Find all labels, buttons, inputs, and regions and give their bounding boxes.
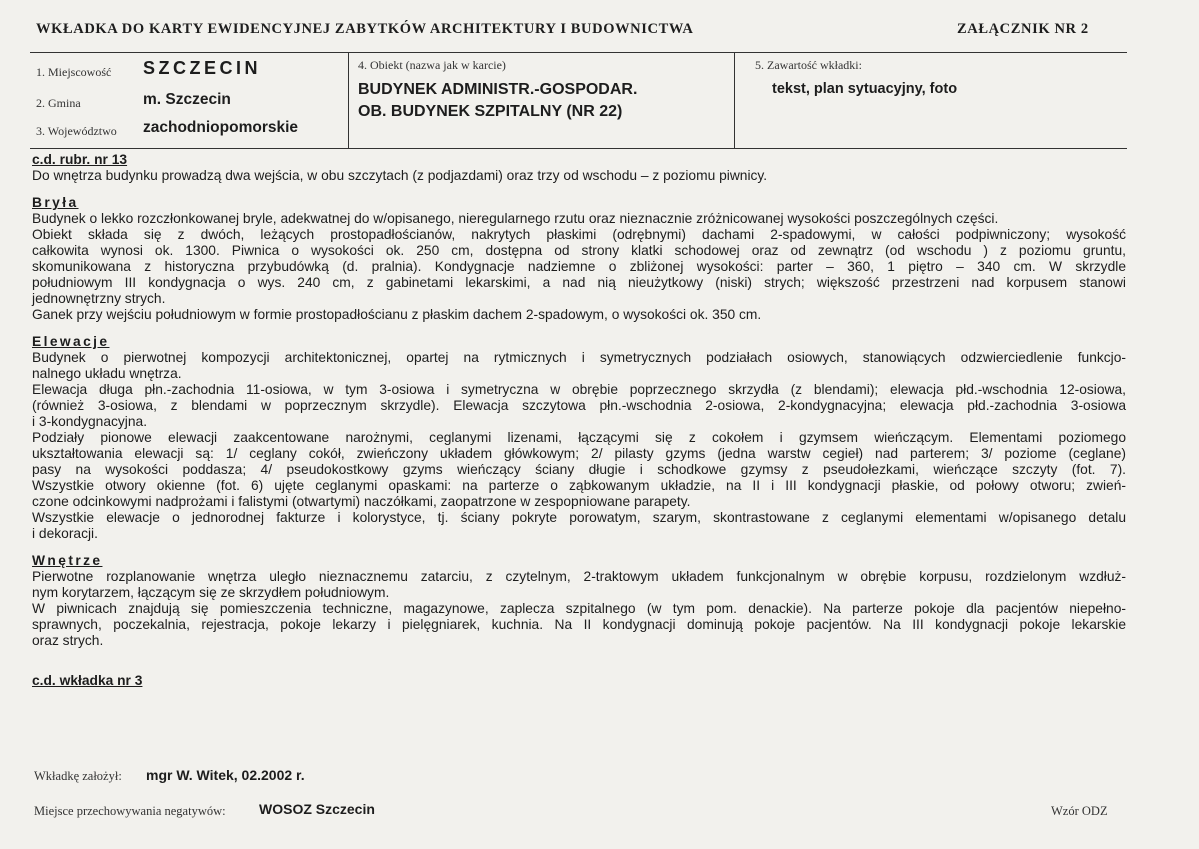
obiekt-label: 4. Obiekt (nazwa jak w karcie) — [358, 58, 506, 72]
storage-value: WOSOZ Szczecin — [259, 801, 375, 817]
bryla-line: Obiekt składa się z dwóch, leżących prostopadłościanów, nakrytych płaskimi (odrębnymi) dachami 2-spadowymi, w całości podpiwniczony; wysokość — [32, 227, 1126, 242]
annex-label: ZAŁĄCZNIK NR 2 — [957, 21, 1089, 37]
elewacje-line: nalnego układu wnętrza. — [32, 366, 182, 381]
wojewodztwo-value: zachodniopomorskie — [143, 119, 299, 136]
bryla-line: Budynek o lekko rozczłonkowanej bryle, adekwatnej do w/opisanego, nieregularnego rzutu oraz nieznacznie zróżnicowanej wysokości poszczególnych części. — [32, 211, 999, 226]
elewacje-line: i dekoracji. — [32, 526, 98, 541]
elewacje-line: Budynek o pierwotnej kompozycji architektonicznej, opartej na rytmicznych i symetrycznych podziałach osiowych, stanowiących odzwierciedlenie funkcjo- — [32, 350, 1126, 365]
zawartosc-label: 5. Zawartość wkładki: — [755, 58, 862, 72]
column-divider — [734, 52, 735, 148]
bryla-heading: Bryła — [32, 195, 79, 210]
obiekt-value-line1: BUDYNEK ADMINISTR.-GOSPODAR. — [358, 81, 638, 98]
rubric-title: c.d. rubr. nr 13 — [32, 152, 128, 167]
wnetrze-line: oraz strych. — [32, 633, 104, 648]
elewacje-line: (również 3-osiowa, z blendami w poprzecznym skrzydle). Elewacja szczytowa płn.-wschodnia 2-osiowa, 2-kondygnacyjna; elewacja płd.-zachodnia 3-osiowa — [32, 398, 1126, 413]
elewacje-line: Wszystkie elewacje o jednorodnej fakturze i kolorystyce, tj. ściany pokryte porowatym, szarym, skontrastowane z ceglanymi elementami w/opisanego detalu — [32, 510, 1126, 525]
top-rule — [30, 52, 1127, 53]
elewacje-line: czone odcinkowymi nadprożami i falistymi (otwartymi) naczółkami, zaopatrzone w zespopniowane parapety. — [32, 494, 691, 509]
elewacje-line: ukształtowania elewacji są: 1/ ceglany cokół, zwieńczony układem główkowym; 2/ pilasty gzyms (jedna warstw cegieł) nad parterem; 3/ poziome (ceglane) — [32, 446, 1126, 461]
bryla-line: całkowita wynosi ok. 1300. Piwnica o wysokości ok. 250 cm, dostępna od strony klatki schodowej oraz od zewnątrz (od wschodu ) z poziomu gruntu, — [32, 243, 1126, 258]
elewacje-line: Podziały pionowe elewacji zaakcentowane narożnymi, ceglanymi lizenami, łączącymi się z cokołem i gzymsem wieńczącym. Elementami poziomego — [32, 430, 1126, 445]
template-label: Wzór ODZ — [1051, 804, 1108, 818]
bryla-line: skomunikowana z historyczna przybudówką (d. pralnia). Kondygnacje nadziemne o zbliżonej wysokości: parter – 360, 1 piętro – 340 cm. W skrzydle — [32, 259, 1126, 274]
elewacje-line: i 3-kondygnacyjna. — [32, 414, 148, 429]
wnetrze-line: nym korytarzem, łączącym się ze skrzydłem południowym. — [32, 585, 390, 600]
bryla-line: południowym III kondygnacja o wys. 240 cm, z gabinetami lekarskimi, a nad nią nieużytkowy (niski) strych; większość przestrzeni nad korpusem stanowi — [32, 275, 1126, 290]
miejscowosc-value: SZCZECIN — [143, 58, 261, 78]
wnetrze-line: Pierwotne rozplanowanie wnętrza uległo nieznacznemu zatarciu, z czytelnym, 2-traktowym układem funkcjonalnym w obrębie korpusu, rozdzielonym wzdłuż- — [32, 569, 1126, 584]
document-title: WKŁADKA DO KARTY EWIDENCYJNEJ ZABYTKÓW ARCHITEKTURY I BUDOWNICTWA — [36, 21, 694, 37]
storage-label: Miejsce przechowywania negatywów: — [34, 804, 226, 818]
gmina-label: 2. Gmina — [36, 96, 81, 110]
author-label: Wkładkę założył: — [34, 769, 122, 783]
continuation-note: c.d. wkładka nr 3 — [32, 673, 143, 688]
wojewodztwo-label: 3. Województwo — [36, 124, 117, 138]
wnetrze-heading: Wnętrze — [32, 553, 103, 568]
bryla-line: Ganek przy wejściu południowym w formie prostopadłościanu z płaskim dachem 2-spadowym, o wysokości ok. 350 cm. — [32, 307, 762, 322]
author-value: mgr W. Witek, 02.2002 r. — [146, 767, 305, 783]
document-body — [32, 152, 1126, 689]
elewacje-line: pasy na wysokości poddasza; 4/ pseudokostkowy gzyms wieńczący ściany długie i schodkowe gzymsy z pseudołezkami, wieńczące szczyty (fot. 7). — [32, 462, 1126, 477]
elewacje-line: Wszystkie otwory okienne (fot. 6) ujęte ceglanymi opaskami: na parterze o ząbkowanym układzie, na II i III kondygnacji płaskie, od połowy otworu; zwień- — [32, 478, 1126, 493]
column-divider — [348, 52, 349, 148]
wnetrze-line: sprawnych, poczekalnia, rejestracja, pokoje lekarzy i pielęgniarek, kuchnia. Na II kondygnacji dominują pokoje pacjentów. Na III kondygnacji pokoje lekarskie — [32, 617, 1126, 632]
elewacje-heading: Elewacje — [32, 334, 110, 349]
fields-bottom-rule — [30, 148, 1127, 149]
wnetrze-line: W piwnicach znajdują się pomieszczenia techniczne, magazynowe, zaplecza szpitalnego (w tym pom. denackie). Na parterze pokoje dla pacjentów niepełno- — [32, 601, 1126, 616]
gmina-value: m. Szczecin — [143, 91, 231, 108]
rubric-line: Do wnętrza budynku prowadzą dwa wejścia, w obu szczytach (z podjazdami) oraz trzy od wschodu – z poziomu piwnicy. — [32, 168, 768, 183]
bryla-line: jednownętrzny strych. — [32, 291, 166, 306]
elewacje-line: Elewacja długa płn.-zachodnia 11-osiowa, w tym 3-osiowa i symetryczna w obrębie poprzecznego skrzydła (z blendami); elewacja płd.-wschodnia 12-osiowa, — [32, 382, 1126, 397]
miejscowosc-label: 1. Miejscowość — [36, 65, 112, 79]
obiekt-value-line2: OB. BUDYNEK SZPITALNY (NR 22) — [358, 103, 623, 120]
zawartosc-value: tekst, plan sytuacyjny, foto — [772, 81, 958, 97]
